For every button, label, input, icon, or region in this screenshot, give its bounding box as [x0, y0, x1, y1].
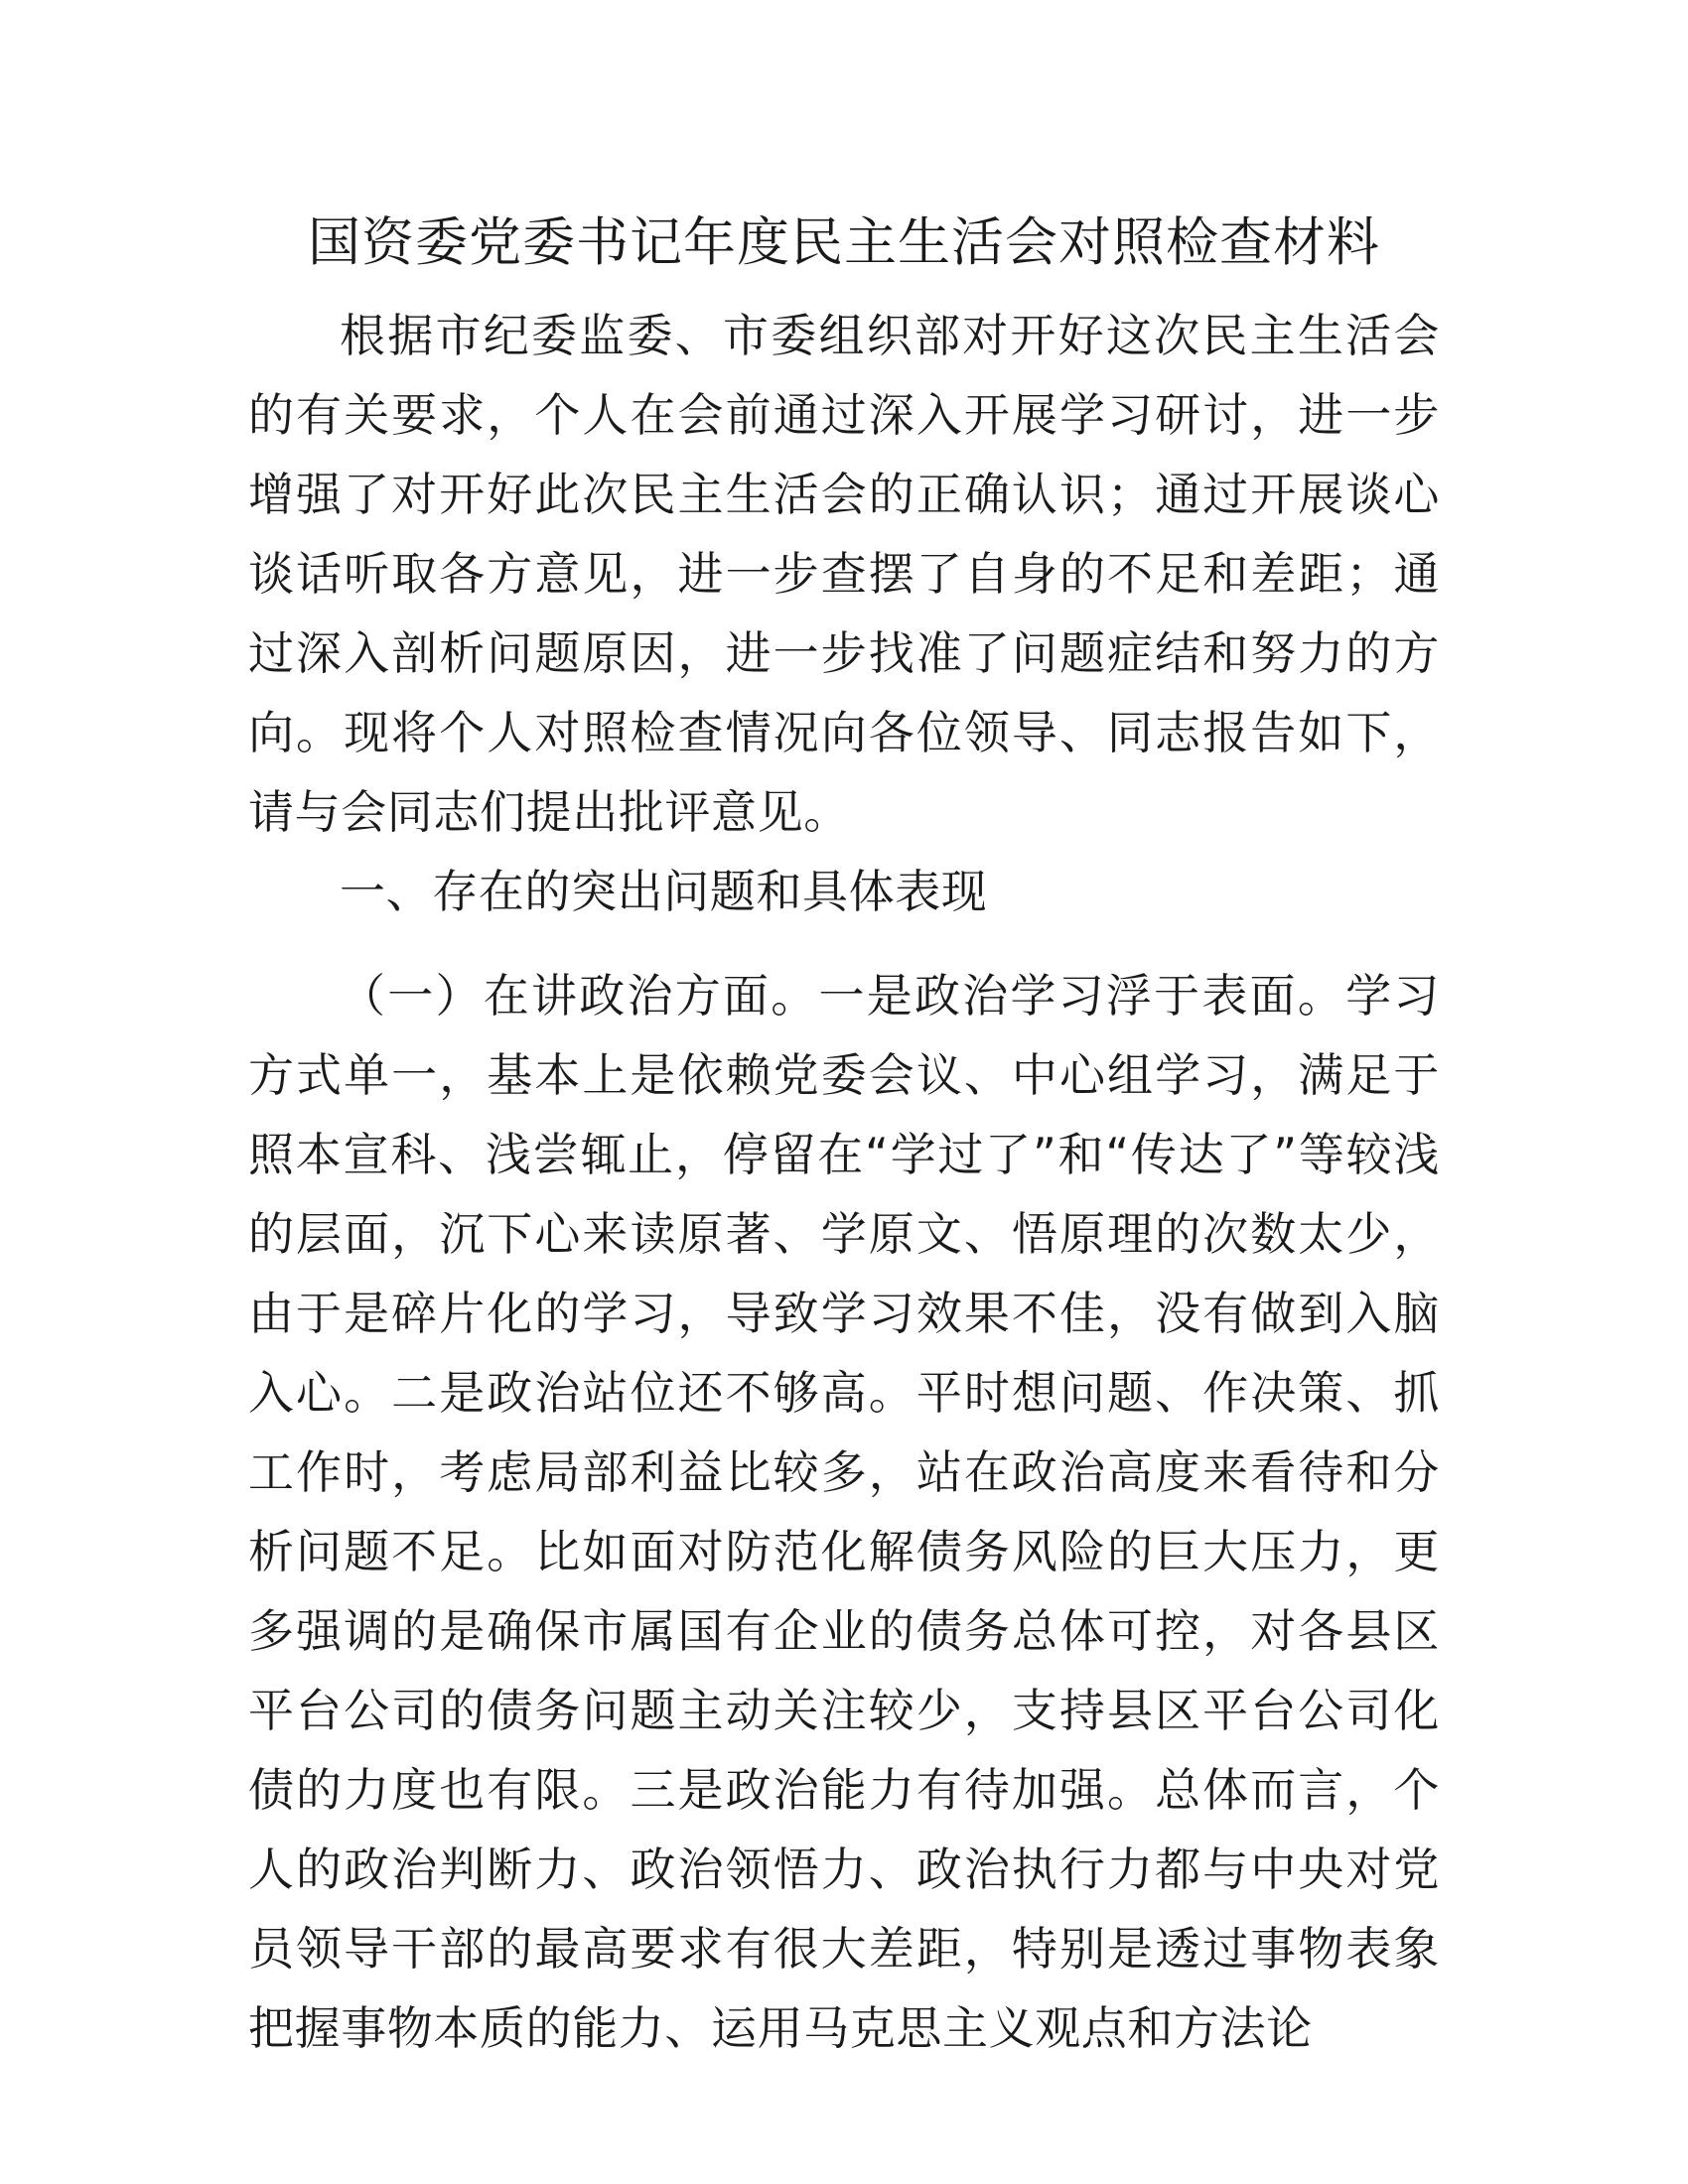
document-title: 国资委党委书记年度民主生活会对照检查材料 — [308, 212, 1380, 273]
section-heading: 一、存在的突出问题和具体表现 — [340, 865, 988, 918]
intro-paragraph: 根据市纪委监委、市委组织部对开好这次民主生活会的有关要求，个人在会前通过深入开展学习研讨，进一步增强了对开好此次民主生活会的正确认识；通过开展谈心谈话听取各方意见，进一步查摆了自身的不足和差距；通过深入剖析问题原因，进一步找准了问题症结和努力的方向。现将个人对照检查情况向各位领导、同志报告如下，请与会同志们提出批评意见。 — [248, 309, 1440, 839]
section-paragraph: （一）在讲政治方面。一是政治学习浮于表面。学习方式单一，基本上是依赖党委会议、中心组学习，满足于照本宣科、浅尝辄止，停留在“学过了”和“传达了”等较浅的层面，沉下心来读原著、学原文、悟原理的次数太少，由于是碎片化的学习，导致学习效果不佳，没有做到入脑入心。二是政治站位还不够高。平时想问题、作决策、抓工作时，考虑局部利益比较多，站在政治高度来看待和分析问题不足。比如面对防范化解债务风险的巨大压力，更多强调的是确保市属国有企业的债务总体可控，对各县区平台公司的债务问题主动关注较少，支持县区平台公司化债的力度也有限。三是政治能力有待加强。总体而言，个人的政治判断力、政治领悟力、政治执行力都与中央对党员领导干部的最高要求有很大差距，特别是透过事物表象把握事物本质的能力、运用马克思主义观点和方法论 — [248, 969, 1440, 2055]
